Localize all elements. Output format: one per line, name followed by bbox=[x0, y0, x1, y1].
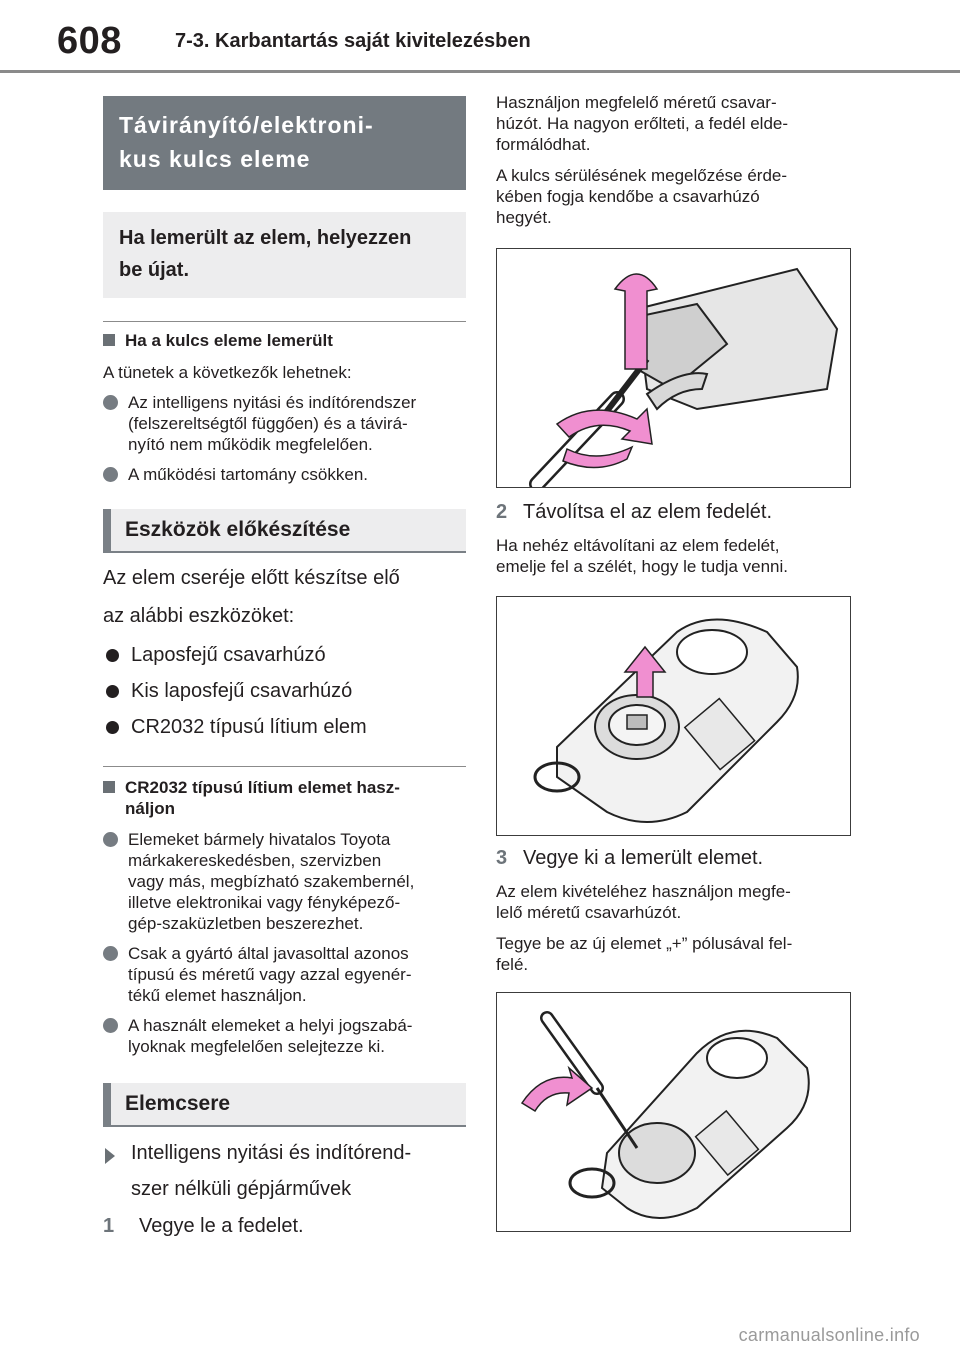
tool-label: Kis laposfejű csavarhúzó bbox=[131, 680, 353, 702]
bullet-dot-icon bbox=[106, 721, 119, 734]
step-3-block bbox=[496, 841, 856, 975]
tools-intro-line: az alábbi eszközöket: bbox=[103, 605, 295, 627]
bullet-line: (felszereltségtől függően) és a távirá- bbox=[128, 414, 408, 433]
tools-intro bbox=[103, 559, 466, 635]
square-bullet-icon bbox=[103, 781, 115, 793]
subsection-heading bbox=[103, 777, 466, 819]
paragraph bbox=[496, 535, 856, 577]
circle-bullet-icon bbox=[103, 467, 118, 482]
paragraph-line: Használjon megfelelő méretű csavar- bbox=[496, 93, 777, 112]
step-text: Távolítsa el az elem fedelét. bbox=[523, 501, 773, 523]
bullet-line: A használt elemeket a helyi jogszabá- bbox=[128, 1016, 413, 1035]
page-number: 608 bbox=[57, 20, 122, 62]
bullet-dot-icon bbox=[106, 685, 119, 698]
step-number: 1 bbox=[103, 1215, 115, 1237]
bullet-line: Csak a gyártó által javasolttal azonos bbox=[128, 944, 409, 963]
paragraph-line: lelő méretű csavarhúzót. bbox=[496, 903, 682, 922]
section-heading-tools: Eszközök előkészítése bbox=[103, 509, 466, 551]
bullet-item bbox=[103, 829, 466, 934]
summary-line: Ha lemerült az elem, helyezzen bbox=[119, 227, 412, 249]
square-bullet-icon bbox=[103, 334, 115, 346]
battery-removal-illustration bbox=[497, 993, 850, 1231]
section-title-line: Távirányító/elektroni- bbox=[119, 112, 374, 138]
bullet-item bbox=[103, 392, 466, 455]
tools-intro-line: Az elem cseréje előtt készítse elő bbox=[103, 567, 400, 589]
chapter-title: 7-3. Karbantartás saját kivitelezésben bbox=[175, 30, 531, 52]
paragraph-line: kében fogja kendőbe a csavarhúzó bbox=[496, 187, 760, 206]
watermark: carmanualsonline.info bbox=[738, 1325, 920, 1345]
circle-bullet-icon bbox=[103, 946, 118, 961]
bullet-line: márkakereskedésben, szervizben bbox=[128, 851, 382, 870]
bullet-item bbox=[103, 1015, 466, 1057]
paragraph-line: felé. bbox=[496, 955, 529, 974]
bullet-line: típusú és méretű vagy azzal egyenér- bbox=[128, 965, 412, 984]
figure-remove-battery-cover bbox=[496, 596, 851, 836]
figure-take-out-battery bbox=[496, 992, 851, 1232]
intro-text: A tünetek a következők lehetnek: bbox=[103, 363, 352, 382]
page-header bbox=[0, 0, 960, 74]
paragraph-line: Az elem kivételéhez használjon megfe- bbox=[496, 882, 791, 901]
bullet-line: tékű elemet használjon. bbox=[128, 986, 307, 1005]
key-open-illustration bbox=[497, 597, 850, 835]
step-2 bbox=[496, 495, 856, 529]
summary-box bbox=[103, 212, 466, 298]
bullet-line: gép-szaküzletben beszerezhet. bbox=[128, 914, 364, 933]
paragraph-line: hegyét. bbox=[496, 208, 552, 227]
subsection-rule bbox=[103, 766, 466, 767]
bullet-line: lyoknak megfelelően selejtezze ki. bbox=[128, 1037, 386, 1056]
tool-label: CR2032 típusú lítium elem bbox=[131, 716, 367, 738]
bullet-line: vagy más, megbízható szakembernél, bbox=[128, 872, 415, 891]
bullet-dot-icon bbox=[106, 649, 119, 662]
circle-bullet-icon bbox=[103, 832, 118, 847]
paragraph-line: Ha nehéz eltávolítani az elem fedelét, bbox=[496, 536, 780, 555]
bullet-line: Elemeket bármely hivatalos Toyota bbox=[128, 830, 391, 849]
paragraph bbox=[496, 165, 856, 228]
bullet-line: nyító nem működik megfelelően. bbox=[128, 435, 373, 454]
condition-line: Intelligens nyitási és indítórend- bbox=[131, 1142, 412, 1164]
summary-line: be újat. bbox=[119, 259, 190, 281]
figure-remove-cover bbox=[496, 248, 851, 488]
tool-label: Laposfejű csavarhúzó bbox=[131, 644, 326, 666]
header-rule bbox=[0, 70, 960, 73]
step-text: Vegye ki a lemerült elemet. bbox=[523, 847, 764, 869]
bullet-item bbox=[103, 464, 466, 485]
paragraph bbox=[496, 933, 856, 975]
right-column bbox=[496, 92, 856, 228]
section-title bbox=[103, 96, 466, 190]
key-cover-illustration bbox=[497, 249, 850, 487]
step-2-block bbox=[496, 495, 856, 577]
step-number: 2 bbox=[496, 501, 508, 523]
paragraph bbox=[496, 92, 856, 155]
paragraph-line: húzót. Ha nagyon erőlteti, a fedél elde- bbox=[496, 114, 789, 133]
subsection-heading bbox=[103, 330, 466, 351]
tool-item bbox=[103, 637, 466, 673]
circle-bullet-icon bbox=[103, 1018, 118, 1033]
subsection-heading-text: CR2032 típusú lítium elemet hasz- bbox=[125, 778, 400, 797]
bullet-item bbox=[103, 943, 466, 1006]
condition-line: szer nélküli gépjárművek bbox=[131, 1178, 352, 1200]
condition-item bbox=[103, 1135, 466, 1207]
bullet-line: illetve elektronikai vagy fényképező- bbox=[128, 893, 401, 912]
step-3 bbox=[496, 841, 856, 875]
triangle-bullet-icon bbox=[105, 1148, 115, 1164]
paragraph-line: Tegye be az új elemet „+” pólusával fel- bbox=[496, 934, 793, 953]
section-rule bbox=[103, 1125, 466, 1127]
tool-item bbox=[103, 709, 466, 745]
step-number: 3 bbox=[496, 847, 508, 869]
bullet-line: Az intelligens nyitási és indítórendszer bbox=[128, 393, 417, 412]
paragraph-line: formálódhat. bbox=[496, 135, 591, 154]
section-rule bbox=[103, 551, 466, 553]
tool-item bbox=[103, 673, 466, 709]
paragraph bbox=[496, 881, 856, 923]
paragraph-line: emelje fel a szélét, hogy le tudja venni. bbox=[496, 557, 789, 576]
section-title-line: kus kulcs eleme bbox=[119, 146, 311, 172]
step-text: Vegye le a fedelet. bbox=[139, 1215, 304, 1237]
left-column bbox=[103, 96, 466, 1243]
bullet-line: A működési tartomány csökken. bbox=[128, 465, 369, 484]
section-heading-replace: Elemcsere bbox=[103, 1083, 466, 1125]
step-1 bbox=[103, 1209, 466, 1243]
subsection-heading-text: náljon bbox=[125, 799, 176, 818]
circle-bullet-icon bbox=[103, 395, 118, 410]
subsection-heading-text: Ha a kulcs eleme lemerült bbox=[125, 331, 333, 350]
subsection-rule bbox=[103, 321, 466, 322]
paragraph-line: A kulcs sérülésének megelőzése érde- bbox=[496, 166, 788, 185]
